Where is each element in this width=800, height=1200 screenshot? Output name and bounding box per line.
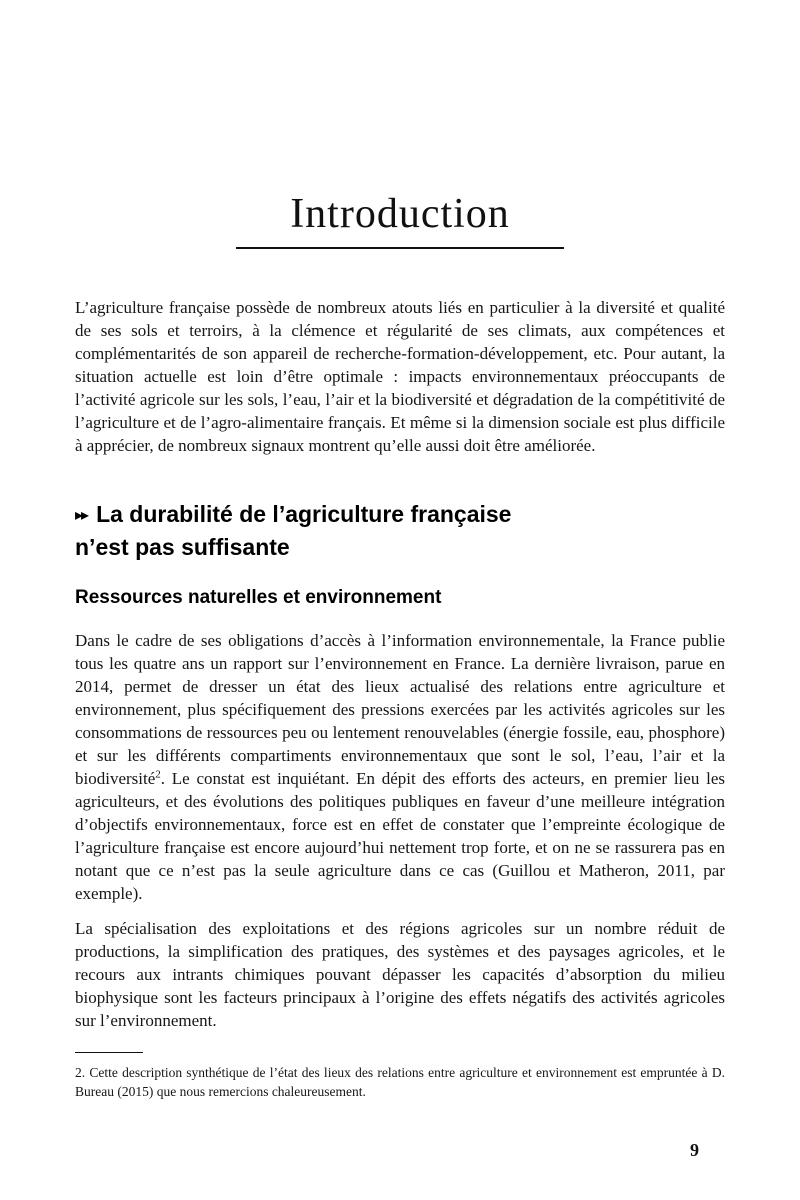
paragraph-text: . Le constat est inquiétant. En dépit des efforts des acteurs, en premier lieu les agriculteurs, et des évolutions des politiques publiques en faveur d’une meilleure intégration d’objectifs environnementaux, force est en effet de constater que l’empreinte écologique de l’agriculture française est encore aujourd’hui nettement trop forte, et on ne se rassurera pas en notant que ce n’est pas la seule agriculture dans ce cas (Guillou et Matheron, 2011, par exemple). (75, 769, 725, 903)
section-heading (75, 499, 725, 563)
body-paragraph-1 (75, 629, 725, 905)
footnote-separator (75, 1052, 143, 1053)
footnote-reference: 2 (155, 768, 161, 781)
chapter-title: Introduction (290, 191, 510, 237)
intro-paragraph: L’agriculture française possède de nombreux atouts liés en particulier à la diversité et qualité de ses sols et terroirs, à la clémence et régularité de ses climats, aux compétences et complémentarités de son appareil de recherche-formation-développement, etc. Pour autant, la situation actuelle est loin d’être optimale : impacts environnementaux préoccupants de l’activité agricole sur les sols, l’eau, l’air et la biodiversité et dégradation de la compétitivité de l’agriculture et de l’agro-alimentaire français. Et même si la dimension sociale est plus difficile à apprécier, de nombreux signaux montrent qu’elle aussi doit être améliorée. (75, 298, 725, 455)
body-paragraph-2: La spécialisation des exploitations et des régions agricoles sur un nombre réduit de productions, la simplification des pratiques, des systèmes et des paysages agricoles, et le recours aux intrants chimiques pouvant dépasser les capacités d’absorption du milieu biophysique sont les facteurs principaux à l’origine des effets négatifs des activités agricoles sur l’environnement. (75, 919, 725, 1030)
paragraph-text: Dans le cadre de ses obligations d’accès à l’information environnementale, la France publie tous les quatre ans un rapport sur l’environnement en France. La dernière livraison, parue en 2014, permet de dresser un état des lieux actualisé des relations entre agriculture et environnement, plus spécifiquement des pressions exercées par les activités agricoles sur les consommations de ressources peu ou lentement renouvelables (énergie fossile, eau, phosphore) et sur les différents compartiments environnementaux que sont le sol, l’eau, l’air et la biodiversité (75, 631, 725, 788)
double-arrow-icon: ▸▸ (75, 505, 88, 524)
section-subheading: Ressources naturelles et environnement (75, 587, 442, 608)
section-heading-line2: n’est pas suffisante (75, 534, 290, 560)
page-number: 9 (690, 1140, 699, 1160)
footnote-block (75, 1052, 725, 1101)
footnote-text: 2. Cette description synthétique de l’état des lieux des relations entre agriculture et environnement est empruntée à D. Bureau (2015) que nous remercions chaleureusement. (75, 1065, 725, 1099)
section-heading-line1: La durabilité de l’agriculture française (96, 501, 512, 527)
title-underline (236, 247, 564, 249)
